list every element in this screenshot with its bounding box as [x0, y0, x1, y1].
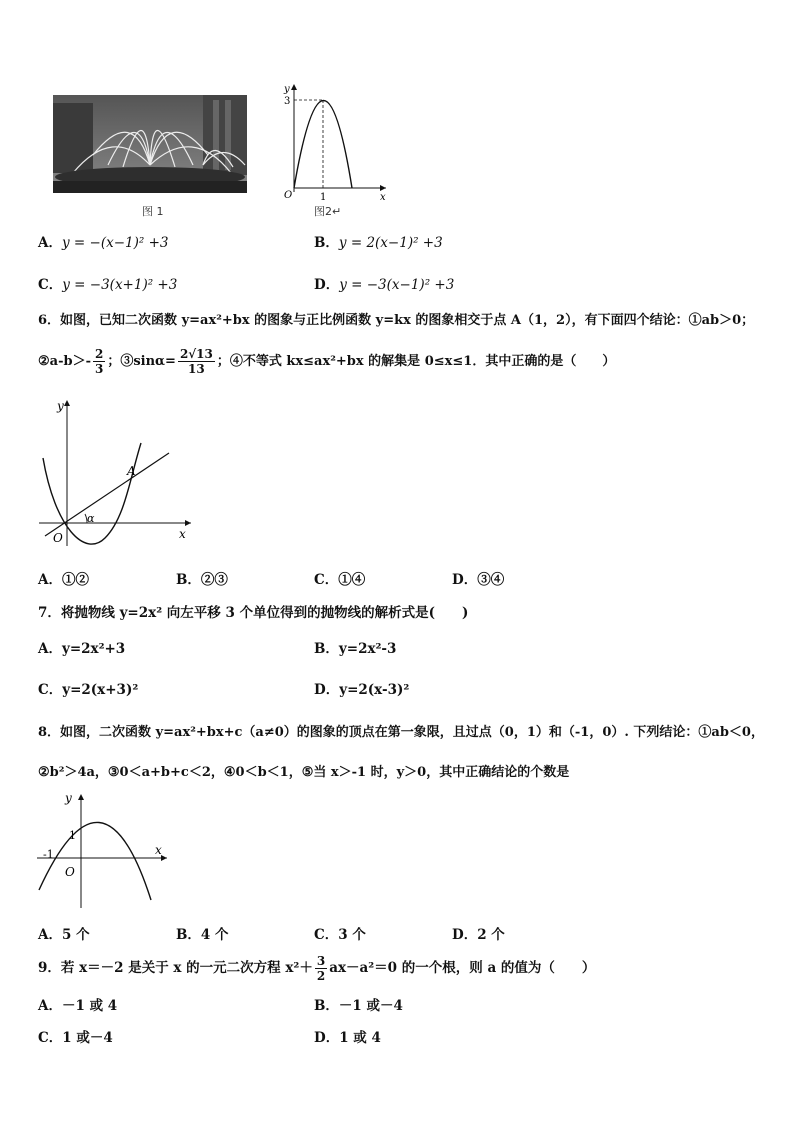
option-letter: D． [452, 927, 478, 943]
q8-option-b[interactable] [176, 926, 229, 944]
option-text: 5 个 [61, 927, 90, 943]
option-letter: C． [314, 927, 339, 943]
q8-option-d[interactable] [452, 926, 505, 944]
y-axis-arrow [78, 794, 84, 800]
option-text: 3 个 [338, 927, 366, 943]
figure1-caption: 图 1 [142, 205, 164, 218]
fraction-denominator: 13 [188, 362, 205, 376]
q6-graph [35, 398, 195, 548]
q8-option-a[interactable] [38, 926, 90, 944]
q6-stem-line1: 6．如图，已知二次函数 y=ax²+bx 的图象与正比例函数 y=kx 的图象相交于点 A（1，2），有下面四个结论：①ab＞0； [38, 313, 755, 328]
x-axis-arrow [380, 185, 386, 191]
option-text: 4 个 [200, 927, 229, 943]
option-text: ①② [61, 572, 89, 588]
fraction-three-halves [315, 954, 327, 983]
q9-stem-part-b: ax－a²＝0 的一个根，则 a 的值为（ ） [329, 960, 596, 976]
tick-y-label: 3 [284, 96, 291, 107]
option-text: y = 2(x−1)² +3 [338, 235, 443, 251]
option-text: ②③ [200, 572, 228, 588]
q5-option-c[interactable] [38, 276, 177, 294]
q6-option-d[interactable] [452, 571, 504, 589]
option-text: y=2x²-3 [338, 641, 397, 657]
option-letter: D． [314, 682, 340, 698]
option-text: y=2(x+3)² [62, 682, 139, 698]
q8-option-c[interactable] [314, 926, 366, 944]
q6-option-c[interactable] [314, 571, 365, 589]
option-text: y=2x²+3 [61, 641, 126, 657]
option-text: y = −3(x−1)² +3 [339, 277, 455, 293]
q6-stem-part-c: ；④不等式 kx≤ax²+bx 的解集是 0≤x≤1．其中正确的是（ ） [216, 354, 616, 369]
q9-stem-part-a: 9．若 x＝－2 是关于 x 的一元二次方程 x²＋ [38, 960, 313, 976]
q5-option-a[interactable] [38, 234, 168, 252]
angle-label: α [87, 512, 95, 525]
x-axis-arrow [185, 520, 191, 526]
axis-y-label: y [65, 791, 72, 805]
fraction-numerator: 2√13 [179, 347, 213, 361]
tick-x-label: 1 [320, 192, 327, 203]
option-letter: C． [314, 572, 339, 588]
option-letter: C． [38, 277, 63, 293]
option-letter: D． [314, 1030, 340, 1046]
fountain-photo [53, 95, 247, 193]
option-letter: A． [38, 927, 62, 943]
q8-stem-line2: ②b²＞4a，③0＜a+b+c＜2，④0＜b＜1，⑤当 x＞-1 时，y＞0，其中正确结论的个数是 [38, 765, 570, 780]
q9-stem [38, 954, 595, 983]
axis-x-label: x [179, 527, 186, 541]
q5-option-d[interactable] [314, 276, 454, 294]
q6-stem-line2 [38, 347, 615, 376]
fraction-two-thirds [93, 347, 105, 376]
option-text: y=2(x-3)² [339, 682, 410, 698]
q7-option-d[interactable] [314, 681, 409, 699]
q6-option-a[interactable] [38, 571, 89, 589]
option-letter: C． [38, 1030, 63, 1046]
q8-graph [35, 790, 175, 910]
option-letter: D． [314, 277, 340, 293]
y-axis-arrow [291, 84, 297, 90]
line-y-kx [45, 453, 169, 536]
option-letter: A． [38, 998, 62, 1014]
q9-option-a[interactable] [38, 997, 117, 1015]
origin-label: O [65, 865, 75, 879]
option-letter: B． [176, 572, 201, 588]
figure2-caption: 图2↵ [314, 205, 342, 218]
parabola-curve [43, 443, 141, 544]
q7-option-a[interactable] [38, 640, 125, 658]
option-text: ①④ [338, 572, 366, 588]
option-text: －1 或－4 [338, 998, 403, 1014]
y-axis-arrow [64, 400, 70, 406]
parabola-curve [294, 101, 352, 189]
fraction-numerator: 2 [94, 347, 104, 361]
axis-y-label: y [57, 399, 64, 413]
option-text: 1 或－4 [62, 1030, 113, 1046]
option-text: －1 或 4 [61, 998, 118, 1014]
parabola-curve [39, 822, 151, 900]
option-text: ③④ [477, 572, 505, 588]
option-letter: A． [38, 572, 62, 588]
option-letter: A． [38, 641, 62, 657]
option-letter: B． [314, 641, 339, 657]
q9-option-c[interactable] [38, 1029, 113, 1047]
tick-y-label: 1 [69, 829, 76, 842]
axis-x-label: x [155, 843, 162, 857]
figure2-graph [278, 80, 390, 204]
option-letter: C． [38, 682, 63, 698]
q7-option-c[interactable] [38, 681, 138, 699]
fraction-numerator: 3 [316, 954, 326, 968]
option-letter: B． [314, 998, 339, 1014]
fountain-photo-illustration [53, 95, 247, 193]
option-text: y = −3(x+1)² +3 [62, 277, 178, 293]
tick-x-label: -1 [43, 848, 54, 861]
option-letter: B． [176, 927, 201, 943]
point-a-label: A [127, 464, 136, 478]
fraction-denominator: 3 [94, 362, 104, 376]
q9-option-d[interactable] [314, 1029, 381, 1047]
q8-stem-line1: 8．如图，二次函数 y=ax²+bx+c（a≠0）的图象的顶点在第一象限，且过点（0，1）和（-1，0）. 下列结论：①ab＜0， [38, 725, 764, 740]
option-text: 2 个 [477, 927, 505, 943]
fraction-sin-alpha [178, 347, 215, 376]
axis-y-label: y [284, 84, 290, 95]
option-text: 1 或 4 [339, 1030, 381, 1046]
origin-label: O [53, 531, 63, 545]
x-axis-arrow [161, 855, 167, 861]
origin-label: O [284, 190, 293, 201]
q5-option-b[interactable] [314, 234, 443, 252]
option-text: y = −(x−1)² +3 [61, 235, 169, 251]
option-letter: D． [452, 572, 478, 588]
axis-x-label: x [380, 192, 386, 203]
q9-option-b[interactable] [314, 997, 403, 1015]
q6-option-b[interactable] [176, 571, 228, 589]
q6-stem-part-b: ；③sinα= [107, 354, 176, 369]
q7-stem: 7．将抛物线 y=2x² 向左平移 3 个单位得到的抛物线的解析式是( ) [38, 605, 469, 621]
q6-stem-part-a: ②a-b＞- [38, 354, 91, 369]
option-letter: B． [314, 235, 339, 251]
fraction-denominator: 2 [316, 969, 326, 983]
q7-option-b[interactable] [314, 640, 396, 658]
option-letter: A． [38, 235, 62, 251]
